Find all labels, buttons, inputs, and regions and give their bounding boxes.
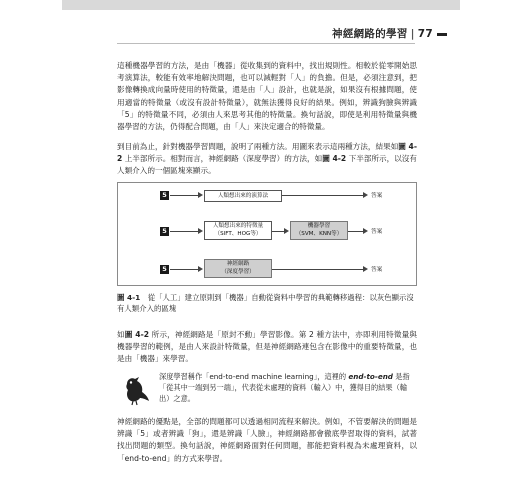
neural-network-box	[204, 259, 272, 278]
arrow-line	[170, 231, 199, 232]
ml-box-line-2: （SVM、KNN等）	[295, 231, 343, 237]
feature-box	[204, 221, 272, 240]
paragraph-2	[117, 141, 417, 178]
caption-text: 從「人工」建立原則到「機器」自動從資料中學習的典範轉移過程：以灰色顯示沒有人類介入的區塊	[117, 293, 414, 313]
paragraph-2-text-a: 到目前為止，針對機器學習問題，說明了兩種方法。用圖來表示這兩種方法，結果如	[117, 142, 399, 151]
page-number: 77	[417, 28, 433, 40]
arrow-line	[272, 269, 364, 270]
arrow-head-icon	[363, 228, 368, 234]
feature-box-line-2: （SIFT、HOG等）	[214, 231, 262, 237]
answer-label: 答案	[371, 229, 383, 235]
machine-learning-box	[290, 221, 348, 240]
arrow-head-icon	[198, 266, 203, 272]
paragraph-2-text-c: 下半部所示，以沒有人類介入的一個區塊來顯示。	[117, 154, 417, 176]
feature-box-line-1: 人類想出來的特徵量	[212, 223, 264, 229]
header-bar-mark	[437, 33, 447, 36]
answer-label: 答案	[371, 193, 383, 199]
nn-box-line-1: 神經網路	[226, 261, 250, 267]
arrow-line	[282, 195, 364, 196]
figure-row-2	[118, 219, 416, 243]
arrow-head-icon	[284, 228, 289, 234]
figure-caption	[117, 292, 417, 314]
arrow-head-icon	[363, 192, 368, 198]
side-note	[117, 372, 417, 406]
note-text-b: 是指「從其中一端到另一端」，代表從未處理的資料（輸入）中，獲得目的結果（輸出）之意。	[159, 372, 410, 403]
paragraph-1: 這種機器學習的方法，是由「機器」從收集到的資料中，找出規則性。相較於從零開始思考演算法，較能有效率地解決問題，也可以減輕對「人」的負擔。但是，必須注意到，把影像轉換成向量時使用的特徵量，還是由「人」設計，也就是說，如果沒有根據問題，使用適當的特徵量（或沒有設計特徵量），就無法獲得良好的結果。例如，辨識狗臉與辨識「5」的特徵量不同，必須由人來思考其他的特徵量。換句話說，即使是利用特徵量與機器學習的方法，仍得配合問題，由「人」來決定適合的特徵量。	[117, 61, 417, 132]
digit-5-image-icon: 5	[160, 265, 169, 274]
running-header	[332, 26, 447, 41]
arrow-head-icon	[198, 192, 203, 198]
figure-ref: 圖 4-2	[124, 330, 150, 339]
algorithm-box: 人類想出來的演算法	[204, 190, 282, 202]
header-separator: |	[410, 28, 415, 40]
answer-label: 答案	[371, 267, 383, 273]
top-scan-edge	[62, 0, 460, 10]
paragraph-3-text-a: 如	[117, 330, 125, 339]
paragraph-3-text-b: 所示，神經網路是「原封不動」學習影像。第 2 種方法中，亦即利用特徵量與機器學習的範例，是由人來設計特徵量，但是神經網路連包含在影像中的重要特徵量，也是由「機器」來學習。	[117, 330, 417, 364]
bird-note-icon	[121, 374, 151, 406]
figure-row-3	[118, 257, 416, 281]
paragraph-4: 神經網路的優點是，全部的問題都可以透過相同流程來解決。例如，不管要解決的問題是辨識「5」或者辨識「狗」，還是辨識「人臉」，神經網路都會徹底學習取得的資料，試著找出問題的類型。換句話說，神經網路面對任何問題，都能把資料視為未處理資料，以「end-to-end」的方式來學習。	[117, 417, 417, 463]
ml-box-line-1: 機器學習	[307, 223, 331, 229]
figure-ref: 圖 4-2	[117, 142, 417, 164]
figure-row-1	[118, 187, 416, 203]
arrow-line	[170, 195, 199, 196]
arrow-head-icon	[198, 228, 203, 234]
figure-diagram	[117, 182, 417, 286]
chapter-title: 神經網路的學習	[332, 28, 408, 40]
paragraph-3	[117, 329, 417, 366]
arrow-line	[348, 231, 364, 232]
arrow-head-icon	[363, 266, 368, 272]
note-text-a: 深度學習稱作「end-to-end machine learning」，這裡的	[159, 372, 349, 381]
digit-5-image-icon: 5	[160, 227, 169, 236]
note-emphasis: end-to-end	[348, 372, 393, 381]
digit-5-image-icon: 5	[160, 191, 169, 200]
note-text	[159, 372, 417, 404]
arrow-line	[170, 269, 199, 270]
figure-ref: 圖 4-2	[322, 154, 347, 164]
header-rule	[117, 43, 415, 44]
nn-box-line-2: （深度學習）	[221, 269, 255, 275]
caption-label: 圖 4-1	[117, 293, 141, 302]
paragraph-2-text-b: 上半部所示。相對而言，神經網路（深度學習）的方法，如	[122, 154, 323, 164]
